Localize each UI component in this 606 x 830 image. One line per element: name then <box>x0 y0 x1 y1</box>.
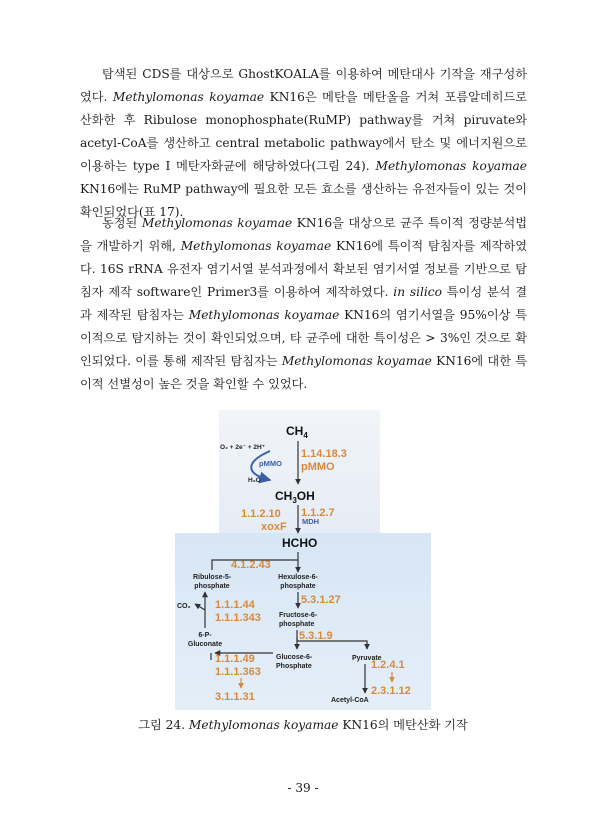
ec-1-1-1-44: 1.1.1.44 <box>215 599 255 611</box>
ec-1-1-2-10: 1.1.2.10 <box>241 508 281 520</box>
p2-text-2: KN16을 대상으로 균주 특이적 정량분석법을 개발하기 위해, <box>80 216 527 253</box>
p1-species-2: Methylomonas koyamae <box>375 159 528 173</box>
caption-suffix: KN16의 메탄산화 기작 <box>338 718 468 732</box>
paragraph-genome-reconstruction <box>80 63 527 224</box>
methane-oxidation-pathway-figure <box>175 410 431 710</box>
hexulose-6-phosphate-line2: phosphate <box>280 583 316 590</box>
p1-species-1: Methylomonas koyamae <box>112 90 265 104</box>
p2-text-5: KN16의 염기서열을 95%이상 특이적으로 탐지하는 것이 확인되었으며, 타 균주에 대한 특이성은 > 3%인 것으로 확인되었다. 이를 통해 제작된 탐침자는 <box>80 308 527 368</box>
p1-text-2: KN16은 메탄을 메탄올을 거쳐 포름알데히드로 산화한 후 Ribulose monophosphate(RuMP) pathway를 거쳐 piruvate와 acetyl-CoA를 생산하고 central metabolic pathway에서 탄소 및 에너지원으로 이용하는 type I 메탄자화균에 해당하였다(그림 24). <box>80 90 528 173</box>
p1-text-1: 탐색된 CDS를 대상으로 GhostKOALA를 이용하여 메탄대사 기작을 재구성하였다. <box>80 67 527 104</box>
ribulose-5-phosphate-line1: Ribulose-5- <box>192 574 232 581</box>
mdh-label: MDH <box>302 517 320 526</box>
glucose-6-phosphate-line1: Glucose-6- <box>276 654 313 661</box>
h2o-label: H₂O <box>248 477 261 484</box>
ch3oh-label: $CH_3OH$ <box>275 489 315 505</box>
p2-text-3: KN16에 특이적 탐침자를 제작하였다. 16S rRNA 유전자 염기서열 분석과정에서 확보된 염기서열 정보를 기반으로 탐침자 제작 software인 Primer3를 이용하여 제작하였다. <box>80 239 527 299</box>
paragraph-probe-design <box>80 212 527 396</box>
ec-2-3-1-12: 2.3.1.12 <box>371 685 411 697</box>
p2-in-silico: in silico <box>393 285 442 299</box>
xoxf-label: xoxF <box>261 521 287 533</box>
p2-species-4: Methylomonas koyamae <box>281 354 432 368</box>
figure-caption <box>0 716 606 733</box>
pmmo-left-label: pMMO <box>259 459 282 468</box>
hexulose-6-phosphate-line1: Hexulose-6- <box>278 574 318 581</box>
ec-4-1-2-43: 4.1.2.43 <box>231 559 271 571</box>
glucose-6-phosphate-line2: Phosphate <box>276 663 312 670</box>
caption-prefix: 그림 24. <box>138 718 189 732</box>
pyruvate-label: Pyruvate <box>352 655 382 662</box>
acetyl-coa-label: Acetyl-CoA <box>331 697 369 704</box>
fructose-6-phosphate-line2: phosphate <box>279 621 315 628</box>
page-number: - 39 - <box>287 781 319 795</box>
ec-1-2-4-1: 1.2.4.1 <box>371 659 405 671</box>
p2-text-4: 특이성 분석 결과 제작된 탐침자는 <box>80 285 528 322</box>
p2-text-1: 동정된 <box>102 216 142 230</box>
ec-1-1-1-49: 1.1.1.49 <box>215 653 255 665</box>
ec-1-14-18-3: 1.14.18.3 <box>301 448 347 460</box>
p2-text-6: KN16에 대한 특이적 선별성이 높은 것을 확인할 수 있었다. <box>80 354 528 391</box>
ec-1-1-1-343: 1.1.1.343 <box>215 612 261 624</box>
ec-1-1-1-363: 1.1.1.363 <box>215 666 261 678</box>
ec-1-1-2-7: 1.1.2.7 <box>301 507 335 519</box>
p1-text-3: KN16에는 RuMP pathway에 필요한 모든 효소를 생산하는 유전자들이 있는 것이 확인되었다(표 17). <box>80 182 527 219</box>
ec-3-1-1-31: 3.1.1.31 <box>215 691 255 703</box>
ec-5-3-1-9: 5.3.1.9 <box>299 630 333 642</box>
gluconate-6p-line2: Gluconate <box>187 641 223 648</box>
fructose-6-phosphate-line1: Fructose-6- <box>279 612 318 619</box>
p2-species-2: Methylomonas koyamae <box>180 239 332 253</box>
ch4-label: $CH_4$ <box>286 424 308 440</box>
caption-species: Methylomonas koyamae <box>188 718 339 732</box>
ec-5-3-1-27: 5.3.1.27 <box>301 594 341 606</box>
pmmo-right-label: pMMO <box>301 461 335 473</box>
o2-reaction-label: O₂ + 2e⁻ + 2H⁺ <box>220 444 266 451</box>
ribulose-5-phosphate-line2: phosphate <box>194 583 230 590</box>
hcho-label: HCHO <box>282 536 318 550</box>
gluconate-6p-line1: 6-P- <box>198 632 212 639</box>
p2-species-3: Methylomonas koyamae <box>188 308 340 322</box>
co2-label: CO₂ <box>177 603 191 610</box>
p2-species-1: Methylomonas koyamae <box>141 216 293 230</box>
pathway-diagram <box>175 410 431 710</box>
